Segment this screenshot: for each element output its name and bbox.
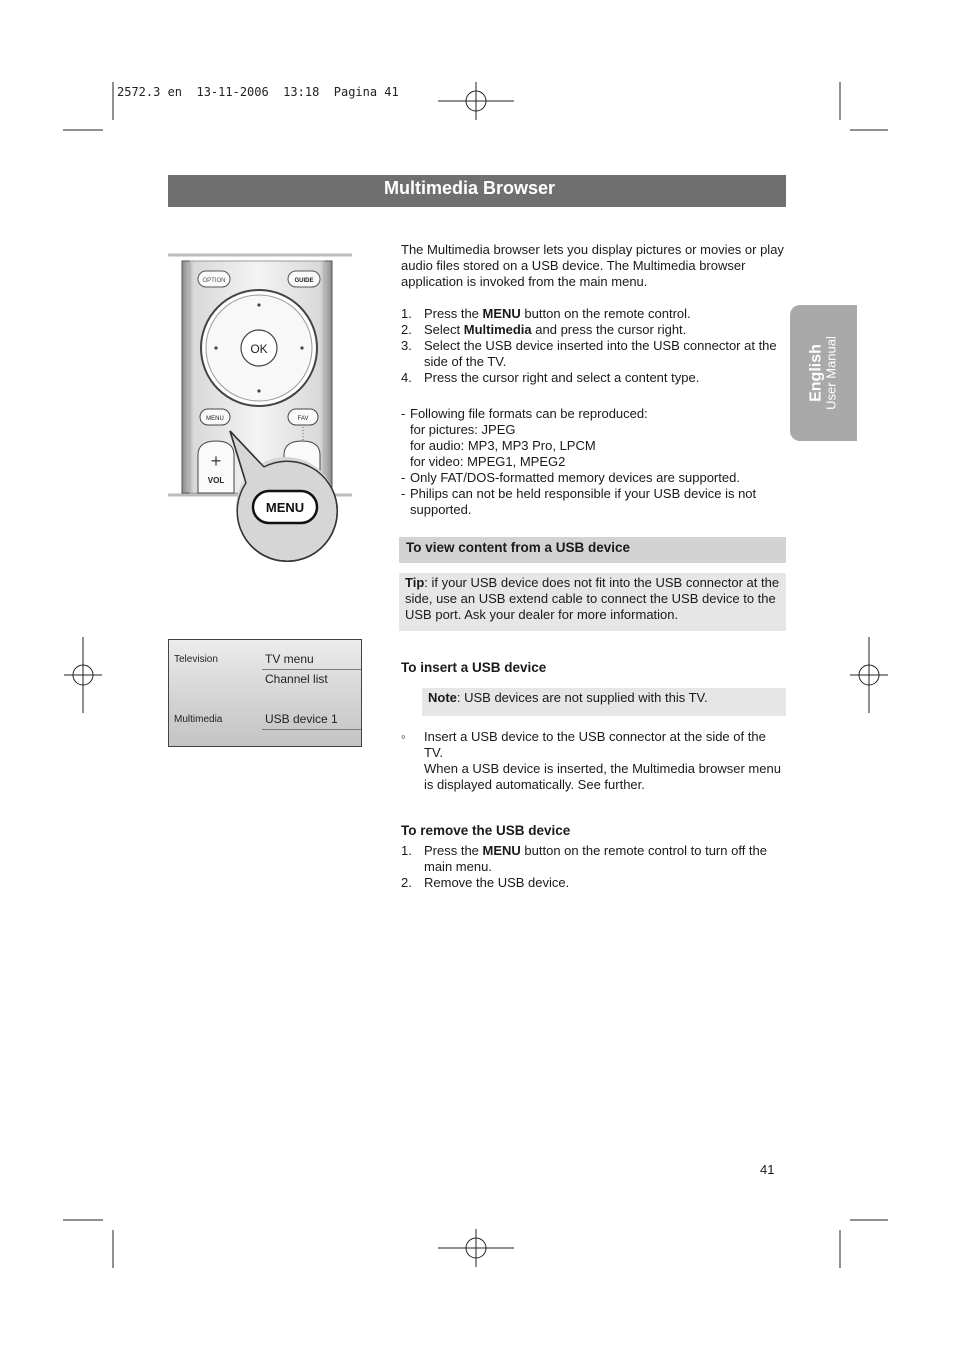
menu-panel-usb-device: USB device 1 (265, 712, 338, 726)
list-item: for pictures: JPEG (410, 422, 516, 437)
menu-callout-label: MENU (265, 500, 305, 515)
list-item: 2. Remove the USB device. (401, 875, 570, 890)
list-item: - Philips can not be held responsible if your USB device is not supported. (401, 486, 757, 517)
section-view-title: To view content from a USB device (406, 540, 631, 555)
ok-label: OK (250, 342, 268, 356)
usage-steps (401, 306, 786, 386)
menu-panel-channel-list: Channel list (265, 672, 328, 686)
title-bar (168, 175, 786, 207)
volume-button (198, 441, 234, 493)
option-label: OPTION (202, 278, 226, 284)
guide-label: GUIDE (294, 278, 314, 284)
tip-text: : if your USB device does not fit into the USB connector at the side, use an USB extend cable to connect the USB device to the USB port. Ask your dealer for more information. (405, 575, 780, 622)
tip-box (399, 573, 786, 631)
bullet-mark: ◦ (401, 729, 406, 744)
section-insert-title: To insert a USB device (401, 660, 547, 675)
list-item: for audio: MP3, MP3 Pro, LPCM (410, 438, 596, 453)
page-number: 41 (760, 1162, 775, 1177)
list-item: 1. Press the MENU button on the remote control to turn off the main menu. (401, 843, 768, 874)
volume-plus: + (210, 451, 222, 471)
list-item: for video: MPEG1, MPEG2 (410, 454, 566, 469)
print-header: 2572.3 en 13-11-2006 13:18 Pagina 41 (117, 85, 399, 99)
page-title: Multimedia Browser (384, 178, 556, 198)
tip-label: Tip (405, 575, 425, 590)
intro-paragraph: The Multimedia browser lets you display pictures or movies or play audio files stored on a USB device. The Multimedia browser application is invoked from the main menu. (401, 242, 784, 289)
menu-button (200, 409, 230, 425)
list-item: 4. Press the cursor right and select a content type. (401, 370, 700, 385)
note-label: Note (428, 690, 457, 705)
section-remove-title: To remove the USB device (401, 823, 571, 838)
insert-line-1: Insert a USB device to the USB connector at the side of the TV. (424, 729, 766, 760)
side-tab-subtitle: User Manual (823, 336, 839, 410)
insert-line-2: When a USB device is inserted, the Multimedia browser menu is displayed automatically. See further. (424, 761, 781, 792)
remove-steps (401, 843, 786, 891)
option-button (198, 271, 230, 287)
menu-panel-tv-menu: TV menu (265, 652, 314, 666)
menu-label: MENU (206, 416, 224, 422)
file-format-notes (401, 406, 786, 518)
list-item: 1. Press the MENU button on the remote control. (401, 306, 691, 321)
list-item: - Following file formats can be reproduced: (401, 406, 648, 421)
main-menu-panel (168, 639, 362, 747)
fav-button (288, 409, 318, 425)
list-item: 3. Select the USB device inserted into the USB connector at the side of the TV. (401, 338, 777, 369)
note-box (422, 688, 786, 716)
list-item: - Only FAT/DOS-formatted memory devices are supported. (401, 470, 740, 485)
menu-panel-multimedia: Multimedia (174, 714, 223, 725)
volume-label: VOL (207, 476, 225, 485)
remote-control-illustration (168, 215, 368, 615)
side-tab-language: English (807, 344, 825, 402)
guide-button (288, 271, 320, 287)
list-item: 2. Select Multimedia and press the cursor right. (401, 322, 687, 337)
section-view-header (399, 537, 786, 563)
note-text: : USB devices are not supplied with this TV. (456, 690, 708, 705)
fav-label: FAV (297, 416, 309, 422)
ok-button (241, 330, 277, 366)
language-side-tab (790, 305, 857, 441)
menu-panel-television: Television (174, 654, 218, 665)
